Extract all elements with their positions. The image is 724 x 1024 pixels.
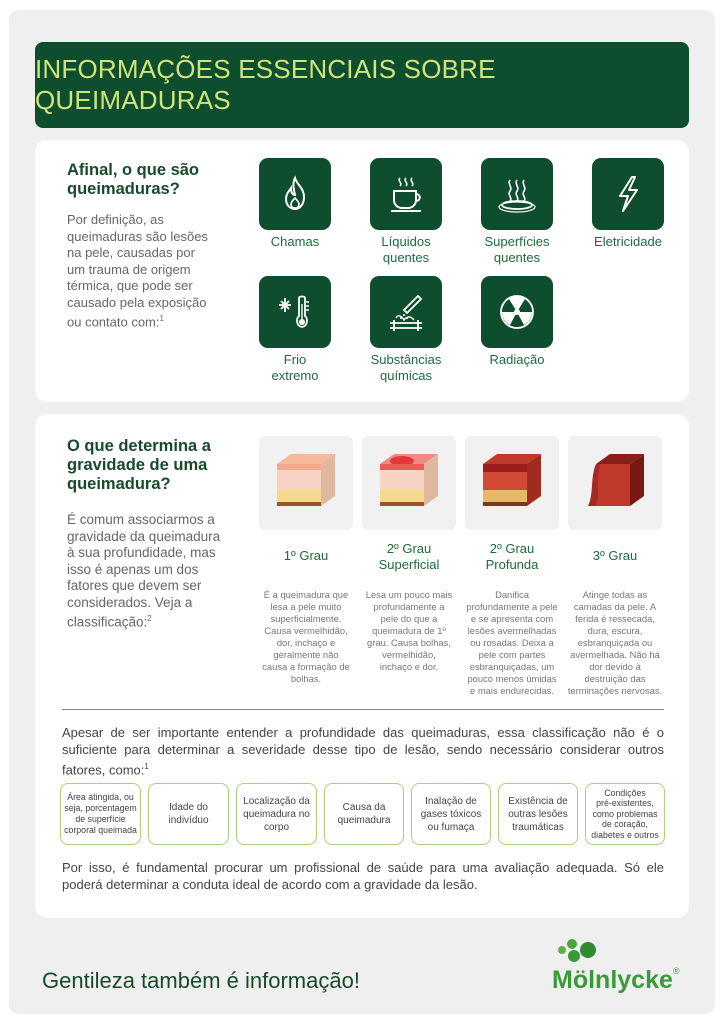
chemical-icon — [384, 290, 428, 334]
section-divider — [62, 709, 664, 710]
section2-heading: O que determina a gravidade de uma queimadura? — [67, 437, 211, 493]
factor-box: Área atingida, ou seja, porcentagem de superfície corporal queimada — [60, 783, 141, 845]
section1-heading — [67, 161, 199, 199]
second-degree-deep-skin-illustration — [465, 436, 559, 530]
flame-icon — [273, 172, 317, 216]
cause-label: Radiação — [489, 352, 545, 367]
second-degree-superficial-skin-illustration — [362, 436, 456, 530]
factor-box: Causa da queimadura — [324, 783, 404, 845]
cause-label: Eletricidade — [594, 234, 662, 249]
section1-heading-line: queimaduras? — [67, 180, 180, 198]
body-line: térmica, que pode ser — [67, 278, 193, 293]
lightning-icon-box — [592, 158, 664, 230]
hot-surface-icon-box — [481, 158, 553, 230]
cause-label: Chamas — [270, 234, 320, 249]
body-line: na pele, causadas por — [67, 245, 195, 260]
grade-description: Danifica profundamente a pele e se apresenta com lesões avermelhadas ou rosadas. Deixa a pele com partes esbranquiçadas, um pouco menos úmidas e mais endurecidas. — [466, 589, 558, 696]
section1-body — [67, 212, 242, 331]
grade-description: É a queimadura que lesa a pele muito superficialmente. Causa vermelhidão, dor, inchaço e geralmente não causa a formação de bolhas. — [262, 589, 350, 684]
body-line: queimaduras são lesões — [67, 228, 208, 244]
radiation-icon-box — [481, 276, 553, 348]
factor-box: Idade do indivíduo — [148, 783, 229, 845]
grade-label: 3º Grau — [592, 548, 638, 563]
cause-label: Superfícies quentes — [484, 234, 550, 265]
cause-label: Frio extremo — [271, 352, 319, 383]
slogan: Gentileza também é informação! — [42, 968, 360, 993]
section1-heading-line: Afinal, o que são — [67, 161, 200, 179]
radiation-icon — [495, 290, 539, 334]
cold-thermometer-icon-box — [259, 276, 331, 348]
third-degree-skin-illustration — [568, 436, 662, 530]
cause-label: Líquidos quentes — [381, 234, 431, 265]
grade-description: Atinge todas as camadas da pele. A ferida é ressecada, dura, escura, esbranquiçada ou avermelhada. Não há dor devido à destruição das terminações nervosas. — [567, 589, 663, 696]
factor-box: Existência de outras lesões traumáticas — [498, 783, 578, 845]
brand-logo: Mölnlycke® — [552, 966, 680, 994]
grade-label: 2º Grau Profunda — [485, 541, 539, 572]
title-banner — [35, 42, 689, 128]
cause-label: Substâncias químicas — [370, 352, 442, 383]
body-line: Por definição, as — [67, 212, 164, 227]
factor-box: Localização da queimadura no corpo — [236, 783, 317, 845]
factor-box: Condições pré-existentes, como problemas de coração, diabetes e outros — [585, 783, 665, 845]
grade-label: 1º Grau — [283, 548, 329, 563]
factors-intro-paragraph: Apesar de ser importante entender a profundidade das queimaduras, essa classificação não é o suficiente para determinar a severidade desse tipo de lesão, sendo necessário considerar outros fatores, como:$^1$ — [62, 725, 664, 778]
section2-body: É comum associarmos a gravidade da queimadura à sua profundidade, mas isso é apenas um dos fatores que devem ser considerados. Veja a classificação:$^2$ — [67, 512, 221, 630]
closing-paragraph: Por isso, é fundamental procurar um profissional de saúde para uma avaliação adequada. Só ele poderá determinar a conduta ideal de acordo com a gravidade da lesão. — [62, 860, 664, 892]
grade-label: 2º Grau Superficial — [378, 541, 440, 572]
hot-cup-icon — [384, 172, 428, 216]
body-line: um trauma de origem — [67, 261, 191, 277]
grade-description: Lesa um pouco mais profundamente a pele do que a queimadura de 1º grau. Causa bolhas, vermelhidão, inchaço e dor. — [365, 589, 453, 672]
hot-cup-icon-box — [370, 158, 442, 230]
lightning-icon — [606, 172, 650, 216]
body-line: ou contato com: — [67, 314, 160, 330]
chemical-icon-box — [370, 276, 442, 348]
reference-mark: 1 — [144, 762, 149, 771]
flame-icon-box — [259, 158, 331, 230]
reference-mark: 2 — [147, 614, 152, 623]
factor-box: Inalação de gases tóxicos ou fumaça — [411, 783, 491, 845]
page-title: INFORMAÇÕES ESSENCIAIS SOBRE QUEIMADURAS — [35, 54, 496, 115]
cold-thermometer-icon — [273, 290, 317, 334]
first-degree-skin-illustration — [259, 436, 353, 530]
reference-mark: 1 — [159, 314, 164, 323]
body-line: causado pela exposição — [67, 294, 207, 310]
hot-surface-icon — [495, 172, 539, 216]
